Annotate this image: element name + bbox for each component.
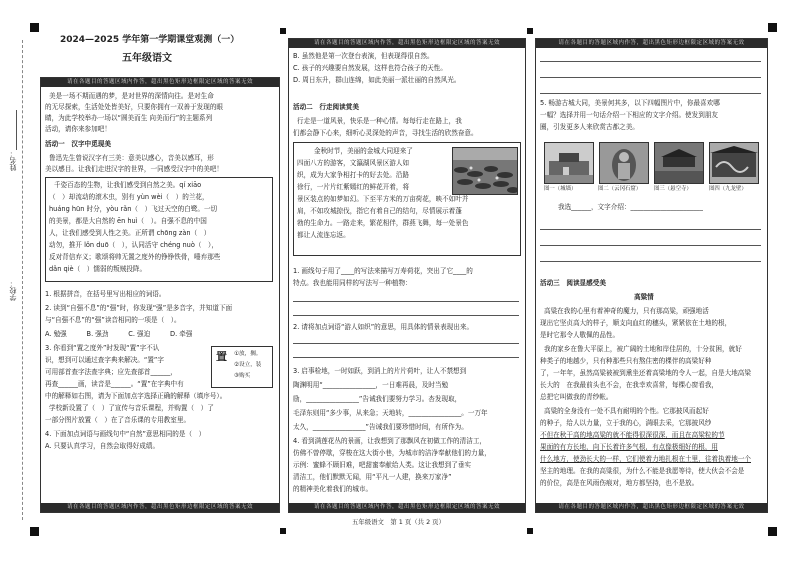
picture-caption-4: 图四（九龙壁）: [709, 186, 747, 192]
question-2-options: A. 勉强 B. 强劲 C. 强迫 D. 牵强: [45, 330, 193, 338]
poem-line-2: 现出它坚贞高大的样子，顺支向血红的穗头，紧紧依在土地的根，: [540, 319, 732, 327]
page1-header: [40, 34, 278, 74]
box-line-3: huáng hūn 时分，yòu rǎn（ ）飞过天空的白鹭。一切: [49, 205, 218, 213]
passage-line-8: 都让人流连忘返。: [297, 231, 350, 239]
picture-city-wall: [544, 142, 594, 184]
page2-bottom-bar: 请在各题目的答题区域内作答，超出黑色矩形边框限定区域的答案无效: [289, 503, 525, 512]
poem-line-8: 总把它叫做我的青纱帐。: [540, 393, 613, 401]
poem-line-10: 的种子，给人以力量，立于我的心，满眼去采，它那披风纱: [540, 419, 712, 427]
question-3d: 再查______画，读音是______。“置”在字典中有: [45, 380, 184, 388]
passage-line-1: 金秋时节，美丽的金城大同迎来了: [314, 147, 413, 155]
passage-q1a: 1. 画线句子用了____的写法来描写万寿荷花，突出了它____的: [293, 267, 473, 275]
question-3b: 识，想到可以通过查字典来解决。“置”字: [45, 356, 164, 364]
choice-line[interactable]: 我选______，文字介绍：______________________: [558, 203, 704, 211]
answer-line-p3-3[interactable]: [540, 93, 761, 94]
box-line-4: 的美景，都是大自然的 ēn huì（ ）。自强不息的中国: [49, 217, 207, 225]
answer-line-p3-1[interactable]: [540, 61, 761, 62]
passage-line-3: 织，成为大家争相打卡的好去处。沿路: [297, 171, 410, 179]
dict-meaning-1: ①放，搁。: [234, 351, 262, 357]
dictionary-entry-box: [211, 346, 273, 388]
question-3c: 可用部首查字法查字典；应先查部首______，: [45, 368, 177, 376]
answer-line-q2-2[interactable]: [293, 357, 519, 358]
question-4-option-a: A. 只要认真学习，自然会取得好成绩。: [45, 442, 160, 450]
page3-panel: [535, 38, 768, 513]
activity3-title: 活动三 阅读显感受美: [540, 279, 606, 287]
poem-line-4: 我的家乡在鲁大平原上，被广阔的土地和岸佳居的，十分贫困，就好: [544, 345, 742, 353]
passage-q1b: 特点。我也能用同样的写法写一种植物：: [293, 279, 412, 287]
passage-q3b: 陶渊明用“________________，一日难再晨，及时当勉: [293, 381, 449, 389]
poem-line-1: 高粱在我的心里有着神奇的魔力，只有那高粱，顽强地活: [544, 307, 709, 315]
box-line-1: 千姿百态的生物，让我们感受到自然之美。qí xiāo: [54, 181, 202, 189]
poem-line-3: 是时它那令人敬佩的品性。: [540, 331, 620, 339]
activity1-title: 活动一 汉字中觅现美: [45, 140, 111, 148]
option-b: B. 虽然他是第一次登台表演，但表现得很自然。: [293, 52, 434, 60]
passage-line-5: 景区装点的如梦如幻。下至平方米的万亩荷花，映不如叶并: [297, 195, 469, 203]
activity2-title: 活动二 行走阅读赏美: [293, 103, 359, 111]
exam-title: 2024—2025 学年第一学期课堂观测（一）: [60, 35, 240, 45]
question-3a: 3. 你看到“置之度外”时发现“置”字不认: [45, 344, 160, 352]
option-c: C. 孩子的兴趣要自然发展，这样也符合孩子的天性。: [293, 64, 447, 72]
passage-q3e: 太久，________________”告诫我们要珍惜时间，有所作为。: [293, 423, 468, 431]
answer-line-p3-6[interactable]: [540, 261, 761, 262]
page1-bottom-bar: 请在各题目的答题区域内作答，超出黑色矩形边框限定区域的答案无效: [41, 503, 279, 512]
picture-caption-1: 图一（城墙）: [544, 186, 577, 192]
intro-line-2: 的无尽探索，生活处处皆美好，只要你拥有一双善于发现的眼: [45, 103, 224, 111]
poem-line-7: 长大的 在我最前头也不会，在我幸欢喜常，每棵心窗看我，: [540, 381, 719, 389]
page-footer: 五年级语文 第 1 页（共 2 页）: [352, 518, 445, 526]
picture-caption-3: 图三（悬空寺）: [654, 186, 692, 192]
activity2-text-1: 行走是一道风景，快乐是一种心情。每每行走在路上，我: [297, 117, 462, 125]
answer-line-q1-1[interactable]: [293, 301, 519, 302]
question-4: 4. 下面加点词语与画线句中“自然”意思相同的是（ ）: [45, 430, 206, 438]
intro-line-3: 睛，为此学校举办一场以“圆美而生 向美而行”的主题系列: [45, 114, 213, 122]
question-2a: 2. 读到“自强不息”的“强”时，你发现“强”是多音字，并知道下面: [45, 304, 233, 312]
registration-mark-top-right: [768, 23, 777, 32]
answer-line-q1-2[interactable]: [293, 315, 519, 316]
page1-panel: [40, 77, 280, 513]
school-label: 学校：: [9, 280, 17, 301]
page3-top-bar: 请在各题目的答题区域内作答，超出黑色矩形边框限定区域的答案无效: [536, 39, 767, 48]
activity2-text-2: 们都会静下心来，细听心灵深处的声音，寻找生活的欣然奋意。: [293, 129, 478, 137]
poem-line-6: 了，一年年，虽然高粱被被到熏坐还着高梁地的令人一起，自是大地高梁: [540, 369, 751, 377]
passage-q3a: 3. 启事检地，一时如跃，到消上的片片荷叶，让人不禁想到: [293, 367, 467, 375]
question-3e: 中的解释如右图，请为下面加点字选择正确的解释（填序号）。: [45, 392, 227, 400]
answer-line-p3-5[interactable]: [540, 245, 761, 246]
name-line: [16, 110, 17, 150]
dict-meaning-3: ③购买: [234, 373, 251, 379]
page2-panel: [288, 38, 526, 513]
passage-line-4: 徐行，一片片红紫嫣红的鲜花开着，将: [297, 183, 410, 191]
box-line-7: 反对背信弃义；歌颂将帅无置之度外的铮铮铁骨，唾弃那些: [49, 253, 221, 261]
page3-bottom-bar: 请在各题目的答题区域内作答，超出黑色矩形边框限定区域的答案无效: [536, 503, 767, 512]
name-label: 姓名：: [9, 150, 17, 171]
pinyin-box: [45, 177, 273, 282]
poem-line-12: 果面的有方长地，向下长着许多气根，有点像极细好的根，用: [540, 443, 719, 451]
passage-q3c: 励，________________”告诫我们要努力学习。杏发现取，: [293, 395, 462, 403]
question-3f: 学校新设置了（ ）了宣传与音乐课程，并购置（ ）了: [49, 404, 214, 412]
passage-line-2: 四面八方的游客，文瀛湖风景区游人如: [297, 159, 410, 167]
passage-q2: 2. 请将加点词语“游人如织”的意思，用具体的情景表现出来。: [293, 323, 474, 331]
answer-line-q2-1[interactable]: [293, 343, 519, 344]
picture-caption-2: 图二（云冈石窟）: [598, 186, 642, 192]
dict-char: 置: [216, 351, 227, 363]
binding-strip: [0, 0, 28, 561]
passage-q4c: 示例：蜜蜂不顾旧难，吧甜蜜奉献给人类。这让我想到了垂实: [293, 461, 472, 469]
box-line-8: dǎn qiè（ ）懦弱的叛贼投降。: [49, 265, 147, 273]
page2-top-bar: 请在各题目的答题区域内作答，超出黑色矩形边框限定区域的答案无效: [289, 39, 525, 48]
intro-line-1: 美是一场不期而遇的梦，是对世界的深情向往。是对生命: [49, 92, 214, 100]
page1-top-bar: 请在各题目的答题区域内作答，超出黑色矩形边框限定区域的答案无效: [41, 78, 279, 87]
subject-title: 五年级语文: [122, 53, 172, 64]
question-2b: 与“自强不息”的“强”读音相同的一项是（ ）。: [45, 316, 181, 324]
q5-line-1: 5. 畅游古城大同，美景何其多，以下四幅图片中，你最喜欢哪: [540, 99, 720, 107]
picture-nine-dragon-wall: [709, 142, 759, 184]
passage-line-6: 肩，不如攻城掠伐，指它有着自己的结句，尽情展示着蓬: [297, 207, 462, 215]
poem-line-13: 什么地方，使劲长大的一样，它们使着力地扎根在土里，往着执着地一个: [540, 455, 751, 463]
passage-q4e: 的精神美化着我们的城市。: [293, 485, 373, 493]
fold-line: [22, 40, 23, 520]
poem-line-5: 种类子的地越少，只有种那些只有熬住密的棵伴的高梁好种: [540, 357, 712, 365]
box-line-6: 动勿，推开 lǒn duō（ ），认同活守 chéng nuò（ ），: [49, 241, 218, 249]
poem-line-14: 坚主的地理。在我的高粱很，为什么不能是我愿等待，使大伙会不会是: [540, 467, 745, 475]
answer-line-p3-2[interactable]: [540, 77, 761, 78]
poem-line-15: 的价位，高是在风雨伤痕对，地方都坚持，也不是放。: [540, 479, 699, 487]
passage-q3d: 毛泽东则用“多少事，从来急；天地转，________________。一万年: [293, 409, 488, 417]
question-1: 1. 根据拼音，在括号里写出相应的词语。: [45, 290, 166, 298]
registration-mark-top-mid2: [527, 28, 533, 34]
q5-line-3: 圈，引发更多人来欣赏古都之美。: [540, 123, 639, 131]
registration-mark-bottom-left: [30, 527, 39, 536]
question-3g: 一部分图片放置（ ）在了音乐课的专用教室里。: [45, 416, 191, 424]
q5-line-2: 一幅？选择并用一句话介绍一下相应的文字介绍。使发到朋友: [540, 111, 719, 119]
poem-line-11: 不但在秋干高的地高粱的就不能得很深很深，而且在高梁粒的节: [540, 431, 725, 439]
picture-yungang-grottoes: [599, 142, 649, 184]
passage-line-7: 勃的生命力。一路走来，繁花相伴，群燕飞舞，每一处景色: [297, 219, 469, 227]
registration-mark-bottom-right: [768, 527, 777, 536]
passage-q4d: 清洁工，他们默默无闻，用“平凡一人建，换来万家净”: [293, 473, 452, 481]
box-line-2: （ ）却流动的滚木虫，别有 yùn wèi（ ）的兰花，: [49, 193, 209, 201]
registration-mark-top-left: [30, 23, 39, 32]
activity1-text-2: 美以感目。让我们走进汉字的世界，一同感受汉字中的美吧！: [45, 165, 224, 173]
registration-mark-bottom-mid2: [527, 528, 533, 534]
registration-mark-bottom-mid: [280, 528, 286, 534]
intro-line-4: 活动，请你来参加吧！: [45, 125, 111, 133]
poem-line-9: 高粱的全身没有一处不具有耐明的个性。它那披风而起好: [544, 407, 709, 415]
passage-box: [293, 142, 521, 256]
registration-mark-top-mid: [280, 28, 286, 34]
answer-line-p3-4[interactable]: [540, 229, 761, 230]
option-d: D. 周日东升，群山连绵，如此美丽一派壮丽的自然风光。: [293, 76, 461, 84]
passage-q4b: 仿佛不曾停歇，穿梭在这大街小巷，为城市的洁净奉献他们的力量，: [293, 449, 491, 457]
picture-hanging-temple: [654, 142, 704, 184]
poem-title: 高粱情: [634, 293, 654, 301]
passage-q4a: 4. 看到满莲花丛的景画，让我想到了那飘风在初做工作的清洁工，: [293, 437, 487, 445]
lotus-photo: [452, 147, 518, 195]
dict-meaning-2: ②设立，装: [234, 362, 262, 368]
box-line-5: 人，让我们感受到人性之美。正所谓 chōng zàn（ ）: [49, 229, 211, 237]
activity1-text-1: 鲁迅先生曾说汉字有三美：意美以感心，音美以感耳，形: [49, 154, 214, 162]
